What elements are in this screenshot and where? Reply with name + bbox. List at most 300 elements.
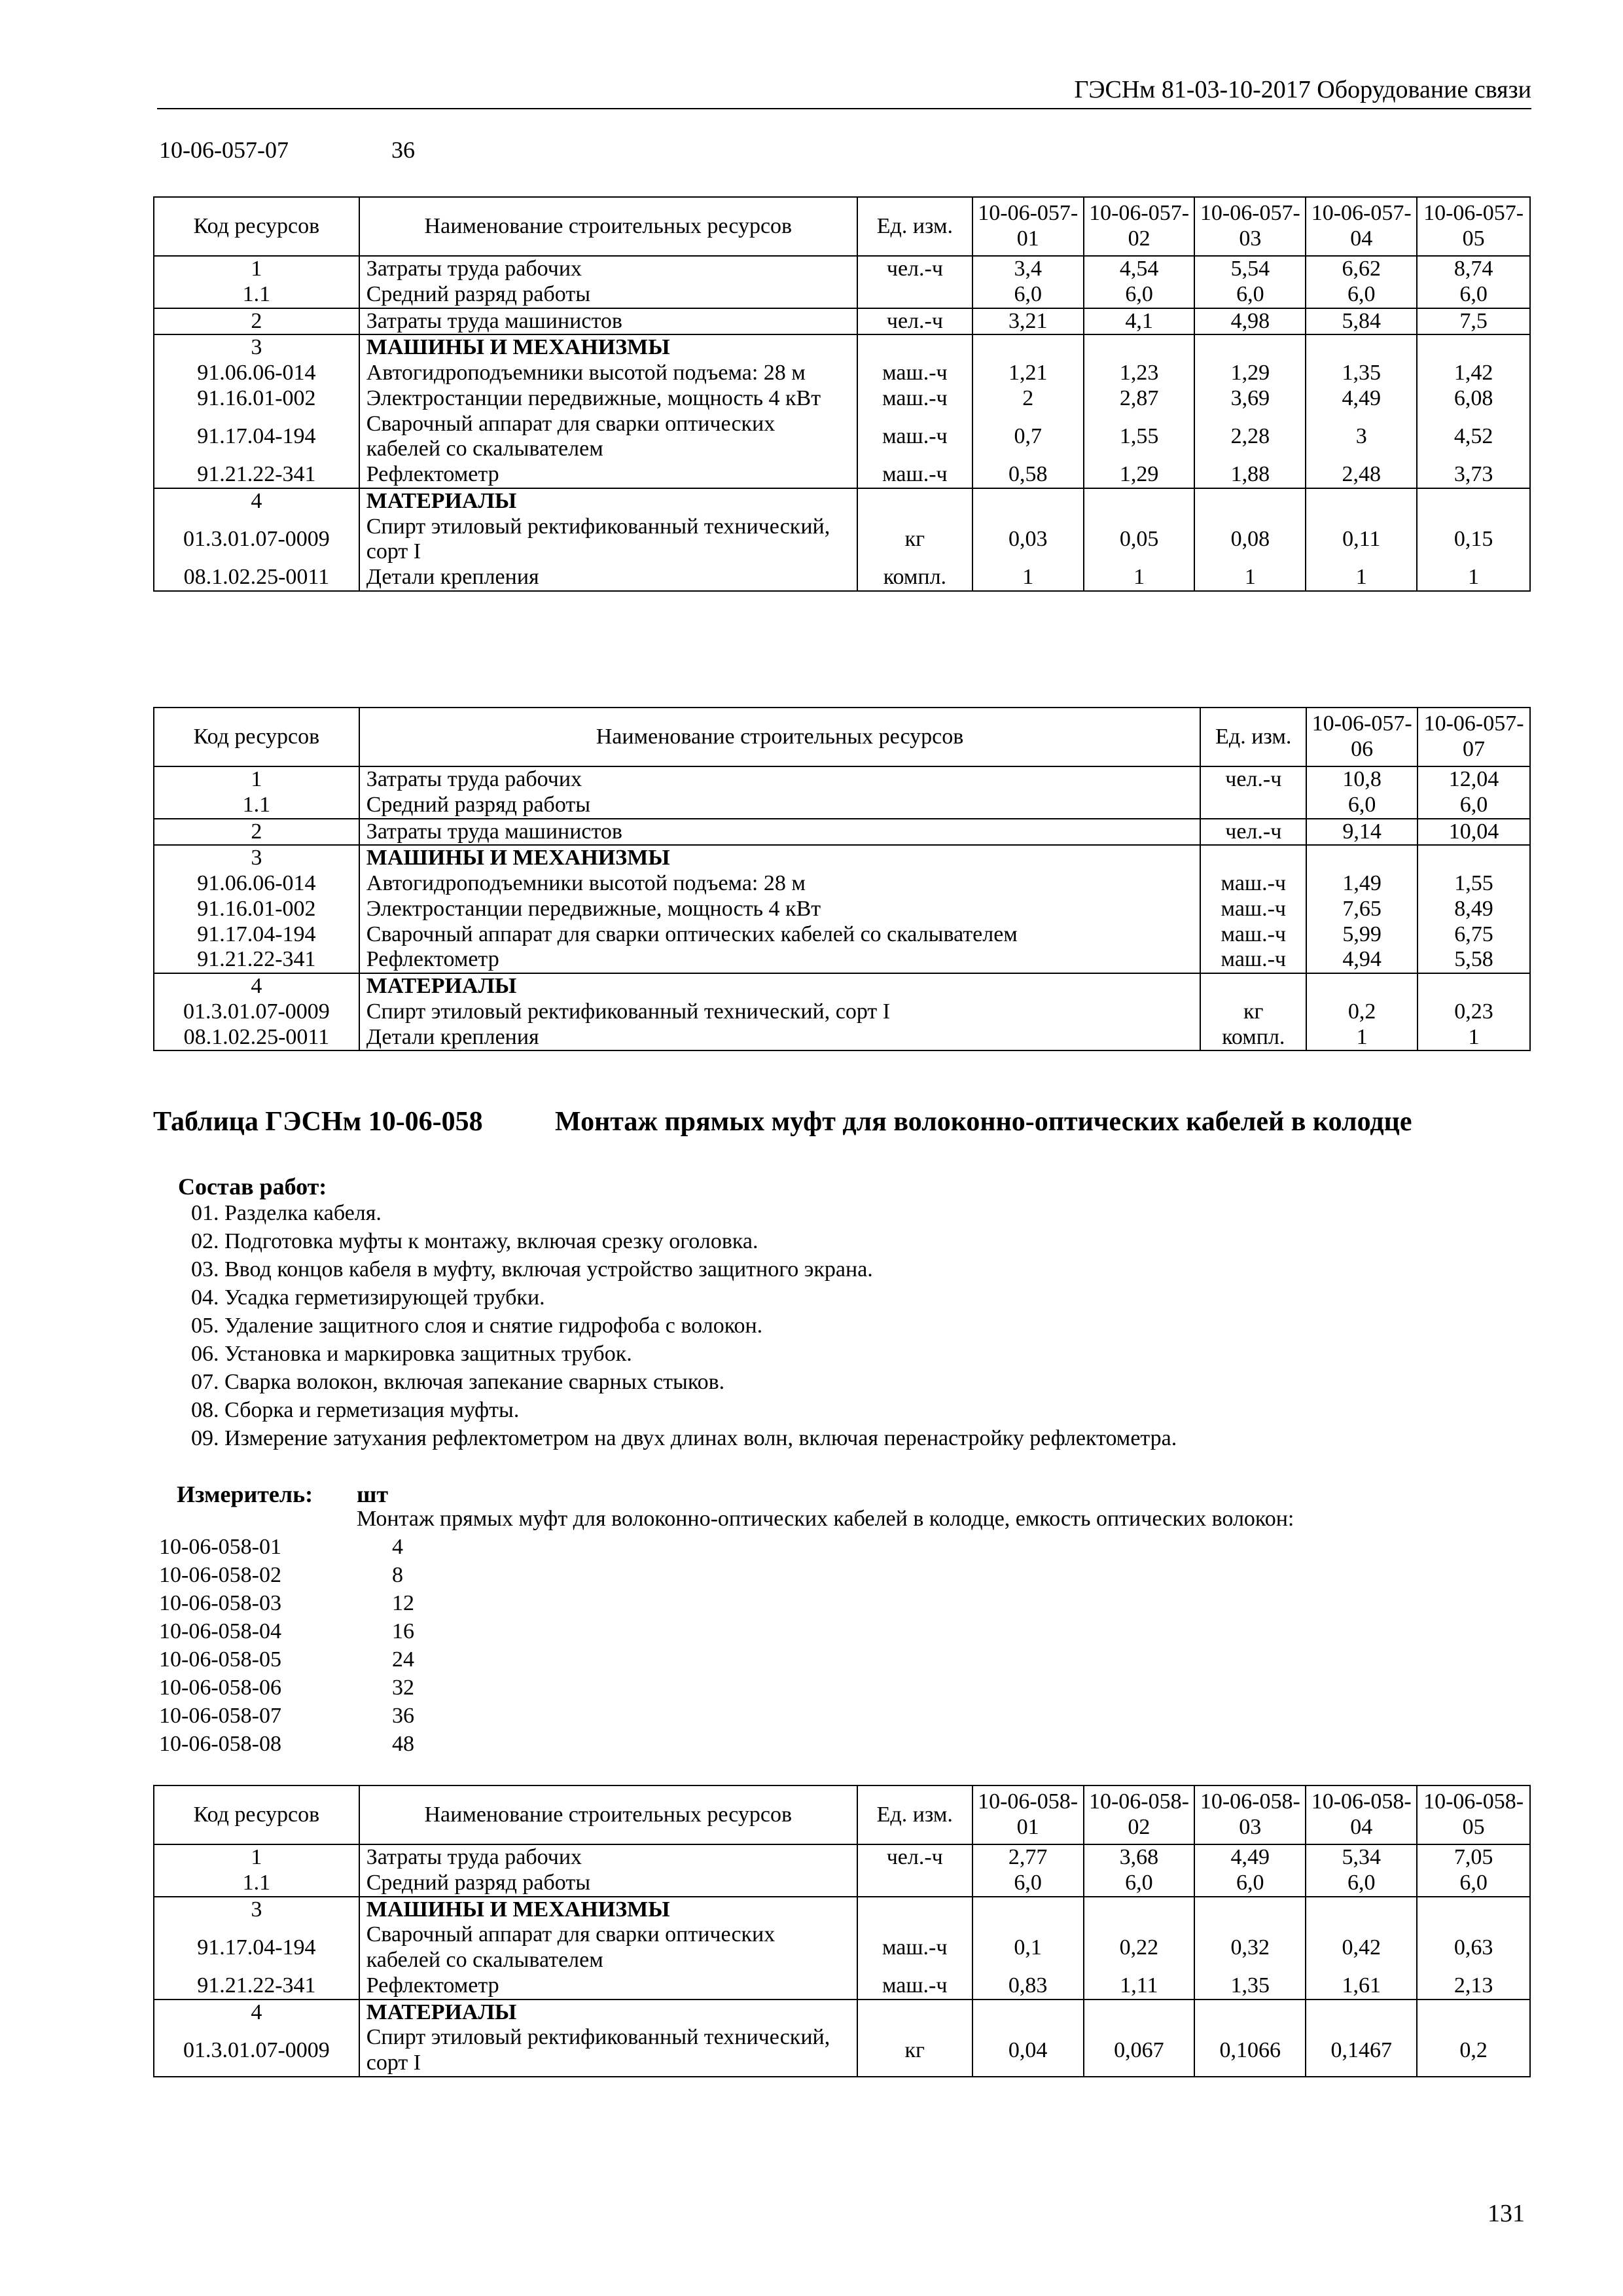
column-header: 10-06-057-01 xyxy=(972,197,1084,256)
measure-item xyxy=(159,1702,414,1730)
resource-unit xyxy=(1200,793,1306,819)
resource-value xyxy=(1084,1897,1195,1923)
resource-code: 91.17.04-194 xyxy=(154,412,359,463)
resource-value: 1 xyxy=(1417,565,1530,591)
column-header: Наименование строительных ресурсов xyxy=(359,1785,857,1844)
resource-value: 3,69 xyxy=(1194,386,1306,412)
column-header: Ед. изм. xyxy=(857,1785,972,1844)
resource-value xyxy=(1306,334,1417,361)
resource-value xyxy=(1084,488,1195,514)
resource-value xyxy=(1306,1897,1417,1923)
column-header: Наименование строительных ресурсов xyxy=(359,708,1201,766)
resource-value: 1 xyxy=(1306,1025,1418,1051)
resource-value: 6,62 xyxy=(1306,256,1417,282)
resource-table-057-b xyxy=(153,707,1531,1051)
resource-code: 3 xyxy=(154,845,359,871)
resource-value: 6,0 xyxy=(1306,282,1417,308)
resource-value: 7,65 xyxy=(1306,897,1418,922)
resource-unit: чел.-ч xyxy=(857,256,972,282)
measure-item xyxy=(159,1533,414,1561)
resource-code: 1 xyxy=(154,766,359,793)
continuation-line xyxy=(159,136,415,164)
measure-code: 10-06-058-05 xyxy=(159,1647,281,1672)
column-header: 10-06-057-05 xyxy=(1417,197,1530,256)
resource-value xyxy=(1194,488,1306,514)
resource-value: 0,03 xyxy=(972,514,1084,565)
continuation-value: 36 xyxy=(391,137,415,163)
resource-code: 01.3.01.07-0009 xyxy=(154,514,359,565)
resource-value: 0,58 xyxy=(972,462,1084,488)
resource-name: Средний разряд работы xyxy=(359,793,1201,819)
column-header: 10-06-058-04 xyxy=(1306,1785,1417,1844)
resource-value xyxy=(1306,488,1417,514)
resource-value: 0,7 xyxy=(972,412,1084,463)
resource-unit: чел.-ч xyxy=(857,1844,972,1871)
resource-name: Электростанции передвижные, мощность 4 кВт xyxy=(359,897,1201,922)
resource-value: 1,49 xyxy=(1306,871,1418,897)
resource-value: 4,98 xyxy=(1194,308,1306,335)
table-row xyxy=(154,1025,1530,1051)
resource-code: 08.1.02.25-0011 xyxy=(154,565,359,591)
header-title: ГЭСНм 81-03-10-2017 Оборудование связи xyxy=(1074,76,1531,103)
column-header: 10-06-058-02 xyxy=(1084,1785,1195,1844)
resource-code: 3 xyxy=(154,334,359,361)
resource-value: 8,49 xyxy=(1418,897,1530,922)
resource-value: 10,04 xyxy=(1418,819,1530,846)
resource-value: 0,23 xyxy=(1418,999,1530,1025)
column-header: 10-06-057-03 xyxy=(1194,197,1306,256)
resource-table-057-a xyxy=(153,196,1531,592)
measure-value: 24 xyxy=(392,1647,414,1672)
resource-code: 01.3.01.07-0009 xyxy=(154,2025,359,2077)
resource-value: 1,29 xyxy=(1084,462,1195,488)
table-row xyxy=(154,871,1530,897)
column-header: Код ресурсов xyxy=(154,708,359,766)
resource-code: 1.1 xyxy=(154,793,359,819)
resource-table-058 xyxy=(153,1785,1531,2077)
resource-value: 1,23 xyxy=(1084,361,1195,386)
operation-item: 09. Измерение затухания рефлектометром на двух длинах волн, включая перенастройку рефлектометра. xyxy=(191,1426,1177,1450)
resource-name: Средний разряд работы xyxy=(359,1871,857,1897)
resource-value: 6,75 xyxy=(1418,922,1530,948)
resource-value xyxy=(1306,2000,1417,2026)
resource-unit xyxy=(857,2000,972,2026)
resource-name: Электростанции передвижные, мощность 4 кВт xyxy=(359,386,857,412)
resource-unit: маш.-ч xyxy=(857,386,972,412)
resource-name: Затраты труда рабочих xyxy=(359,1844,857,1871)
measure-item xyxy=(159,1617,414,1645)
resource-name: Автогидроподъемники высотой подъема: 28 м xyxy=(359,871,1201,897)
measure-code: 10-06-058-06 xyxy=(159,1676,281,1700)
resource-value: 1,21 xyxy=(972,361,1084,386)
measure-code: 10-06-058-07 xyxy=(159,1704,281,1728)
resource-value: 0,05 xyxy=(1084,514,1195,565)
table-row xyxy=(154,282,1530,308)
measure-item xyxy=(159,1561,414,1589)
measure-code: 10-06-058-04 xyxy=(159,1619,281,1643)
resource-value: 4,54 xyxy=(1084,256,1195,282)
resource-value xyxy=(1306,973,1418,999)
resource-name: Спирт этиловый ректификованный технический, сорт I xyxy=(359,2025,857,2077)
page-number: 131 xyxy=(1488,2200,1525,2227)
resource-name: Спирт этиловый ректификованный технический, сорт I xyxy=(359,514,857,565)
resource-code: 91.06.06-014 xyxy=(154,361,359,386)
resource-name: Затраты труда рабочих xyxy=(359,256,857,282)
table-row xyxy=(154,1871,1530,1897)
resource-name: МАШИНЫ И МЕХАНИЗМЫ xyxy=(359,1897,857,1923)
measure-unit: шт xyxy=(357,1481,389,1507)
resource-unit xyxy=(1200,845,1306,871)
measure-item xyxy=(159,1645,414,1674)
resource-value: 5,34 xyxy=(1306,1844,1417,1871)
resource-unit: маш.-ч xyxy=(857,462,972,488)
resource-name: Сварочный аппарат для сварки оптических кабелей со скалывателем xyxy=(359,922,1201,948)
work-composition-title: Состав работ: xyxy=(178,1174,327,1200)
table-row xyxy=(154,845,1530,871)
table-row xyxy=(154,256,1530,282)
measure-value: 32 xyxy=(392,1676,414,1700)
resource-name: Детали крепления xyxy=(359,565,857,591)
measure-value: 36 xyxy=(392,1704,414,1728)
resource-value: 6,0 xyxy=(1418,793,1530,819)
table-row xyxy=(154,514,1530,565)
resource-name: Детали крепления xyxy=(359,1025,1201,1051)
table-row xyxy=(154,1897,1530,1923)
resource-value xyxy=(1417,2000,1530,2026)
resource-code: 1 xyxy=(154,1844,359,1871)
resource-value: 0,32 xyxy=(1194,1922,1306,1973)
resource-value: 2,87 xyxy=(1084,386,1195,412)
measure-code: 10-06-058-03 xyxy=(159,1591,281,1615)
resource-value xyxy=(972,334,1084,361)
resource-value xyxy=(972,2000,1084,2026)
resource-unit xyxy=(857,1871,972,1897)
table-row xyxy=(154,2000,1530,2026)
operation-item: 03. Ввод концов кабеля в муфту, включая устройство защитного экрана. xyxy=(191,1257,873,1282)
table-row xyxy=(154,334,1530,361)
table-row xyxy=(154,973,1530,999)
resource-value: 0,1 xyxy=(972,1922,1084,1973)
resource-value xyxy=(1417,1897,1530,1923)
resource-value: 3,4 xyxy=(972,256,1084,282)
resource-value: 5,99 xyxy=(1306,922,1418,948)
resource-value: 6,0 xyxy=(1417,282,1530,308)
measure-item xyxy=(159,1730,414,1758)
resource-value: 3,73 xyxy=(1417,462,1530,488)
resource-code: 91.17.04-194 xyxy=(154,1922,359,1973)
resource-name: Затраты труда машинистов xyxy=(359,819,1201,846)
resource-value: 6,0 xyxy=(972,1871,1084,1897)
resource-unit: компл. xyxy=(857,565,972,591)
resource-value: 0,63 xyxy=(1417,1922,1530,1973)
column-header: Ед. изм. xyxy=(1200,708,1306,766)
column-header: 10-06-057-04 xyxy=(1306,197,1417,256)
resource-value: 1 xyxy=(1418,1025,1530,1051)
resource-name: Рефлектометр xyxy=(359,462,857,488)
resource-value: 6,0 xyxy=(1306,1871,1417,1897)
resource-value: 4,1 xyxy=(1084,308,1195,335)
resource-name: Сварочный аппарат для сварки оптических кабелей со скалывателем xyxy=(359,1922,857,1973)
resource-value: 0,15 xyxy=(1417,514,1530,565)
table-row xyxy=(154,999,1530,1025)
measure-description: Монтаж прямых муфт для волоконно-оптических кабелей в колодце, емкость оптических волокон: xyxy=(357,1507,1294,1531)
resource-value: 0,2 xyxy=(1417,2025,1530,2077)
table-row xyxy=(154,462,1530,488)
resource-unit: чел.-ч xyxy=(857,308,972,335)
resource-value: 0,22 xyxy=(1084,1922,1195,1973)
column-header: 10-06-057-07 xyxy=(1418,708,1530,766)
column-header: 10-06-058-05 xyxy=(1417,1785,1530,1844)
measure-item xyxy=(159,1674,414,1702)
resource-code: 4 xyxy=(154,973,359,999)
table-header-row xyxy=(154,1785,1530,1844)
resource-value xyxy=(972,488,1084,514)
resource-value: 1,61 xyxy=(1306,1973,1417,2000)
resource-code: 91.21.22-341 xyxy=(154,947,359,973)
table-row xyxy=(154,412,1530,463)
resource-unit xyxy=(857,334,972,361)
resource-unit: маш.-ч xyxy=(1200,897,1306,922)
resource-value: 5,54 xyxy=(1194,256,1306,282)
measure-code: 10-06-058-08 xyxy=(159,1732,281,1756)
table-header-row xyxy=(154,708,1530,766)
resource-value: 3,68 xyxy=(1084,1844,1195,1871)
resource-code: 3 xyxy=(154,1897,359,1923)
resource-value: 6,0 xyxy=(1194,1871,1306,1897)
resource-value: 1,35 xyxy=(1306,361,1417,386)
resource-name: Сварочный аппарат для сварки оптических кабелей со скалывателем xyxy=(359,412,857,463)
resource-unit xyxy=(1200,973,1306,999)
resource-name: МАТЕРИАЛЫ xyxy=(359,973,1201,999)
resource-unit: чел.-ч xyxy=(1200,819,1306,846)
operation-item: 04. Усадка герметизирующей трубки. xyxy=(191,1285,545,1310)
resource-value: 0,83 xyxy=(972,1973,1084,2000)
resource-code: 91.21.22-341 xyxy=(154,462,359,488)
resource-value: 0,11 xyxy=(1306,514,1417,565)
table-row xyxy=(154,361,1530,386)
operation-item: 07. Сварка волокон, включая запекание сварных стыков. xyxy=(191,1370,725,1394)
resource-code: 2 xyxy=(154,819,359,846)
resource-name: МАТЕРИАЛЫ xyxy=(359,488,857,514)
resource-name: Спирт этиловый ректификованный технический, сорт I xyxy=(359,999,1201,1025)
resource-code: 91.21.22-341 xyxy=(154,1973,359,2000)
resource-value xyxy=(1194,1897,1306,1923)
resource-value xyxy=(1084,2000,1195,2026)
column-header: Наименование строительных ресурсов xyxy=(359,197,857,256)
resource-value xyxy=(972,1897,1084,1923)
resource-value: 1 xyxy=(972,565,1084,591)
resource-value: 0,1467 xyxy=(1306,2025,1417,2077)
measure-value: 8 xyxy=(392,1563,403,1587)
table-row xyxy=(154,897,1530,922)
resource-value: 10,8 xyxy=(1306,766,1418,793)
resource-value: 2,48 xyxy=(1306,462,1417,488)
measure-label: Измеритель: xyxy=(177,1481,313,1507)
resource-name: Средний разряд работы xyxy=(359,282,857,308)
resource-value: 5,58 xyxy=(1418,947,1530,973)
resource-value: 2 xyxy=(972,386,1084,412)
resource-value: 12,04 xyxy=(1418,766,1530,793)
resource-value: 1,11 xyxy=(1084,1973,1195,2000)
resource-value: 5,84 xyxy=(1306,308,1417,335)
measure-code: 10-06-058-01 xyxy=(159,1535,281,1559)
resource-value: 1 xyxy=(1306,565,1417,591)
resource-value: 4,94 xyxy=(1306,947,1418,973)
resource-unit: кг xyxy=(857,514,972,565)
measure-value: 48 xyxy=(392,1732,414,1756)
resource-code: 1 xyxy=(154,256,359,282)
section-title xyxy=(153,1106,1412,1138)
table-row xyxy=(154,565,1530,591)
resource-value: 0,42 xyxy=(1306,1922,1417,1973)
resource-value xyxy=(1418,973,1530,999)
resource-unit: кг xyxy=(857,2025,972,2077)
resource-value: 6,0 xyxy=(972,282,1084,308)
resource-name: Рефлектометр xyxy=(359,1973,857,2000)
resource-name: МАШИНЫ И МЕХАНИЗМЫ xyxy=(359,845,1201,871)
resource-unit xyxy=(857,1897,972,1923)
column-header: 10-06-058-01 xyxy=(972,1785,1084,1844)
column-header: Код ресурсов xyxy=(154,197,359,256)
resource-value: 3,21 xyxy=(972,308,1084,335)
measure-value: 16 xyxy=(392,1619,414,1643)
resource-value: 1,55 xyxy=(1084,412,1195,463)
resource-value: 2,77 xyxy=(972,1844,1084,1871)
table-row xyxy=(154,386,1530,412)
resource-value: 2,28 xyxy=(1194,412,1306,463)
operation-item: 06. Установка и маркировка защитных трубок. xyxy=(191,1342,632,1366)
resource-code: 91.16.01-002 xyxy=(154,386,359,412)
resource-unit xyxy=(857,488,972,514)
resource-unit: маш.-ч xyxy=(857,361,972,386)
resource-code: 91.06.06-014 xyxy=(154,871,359,897)
resource-value xyxy=(1306,845,1418,871)
resource-name: Затраты труда рабочих xyxy=(359,766,1201,793)
resource-value: 6,0 xyxy=(1084,1871,1195,1897)
table-row xyxy=(154,922,1530,948)
resource-unit: чел.-ч xyxy=(1200,766,1306,793)
resource-code: 01.3.01.07-0009 xyxy=(154,999,359,1025)
resource-value: 1 xyxy=(1084,565,1195,591)
table-row xyxy=(154,793,1530,819)
resource-code: 1.1 xyxy=(154,282,359,308)
table-row xyxy=(154,766,1530,793)
table-row xyxy=(154,308,1530,335)
resource-unit: маш.-ч xyxy=(857,1973,972,2000)
resource-name: МАШИНЫ И МЕХАНИЗМЫ xyxy=(359,334,857,361)
resource-value: 1,35 xyxy=(1194,1973,1306,2000)
table-row xyxy=(154,819,1530,846)
resource-unit xyxy=(857,282,972,308)
resource-value: 1,29 xyxy=(1194,361,1306,386)
resource-value: 6,08 xyxy=(1417,386,1530,412)
resource-code: 08.1.02.25-0011 xyxy=(154,1025,359,1051)
resource-value: 7,05 xyxy=(1417,1844,1530,1871)
resource-unit: маш.-ч xyxy=(1200,922,1306,948)
resource-value: 4,49 xyxy=(1306,386,1417,412)
table-row xyxy=(154,1922,1530,1973)
resource-unit: маш.-ч xyxy=(1200,947,1306,973)
resource-unit: маш.-ч xyxy=(857,1922,972,1973)
table-title: Монтаж прямых муфт для волоконно-оптических кабелей в колодце xyxy=(555,1107,1412,1137)
resource-value xyxy=(1084,334,1195,361)
table-header-row xyxy=(154,197,1530,256)
resource-code: 91.16.01-002 xyxy=(154,897,359,922)
column-header: 10-06-058-03 xyxy=(1194,1785,1306,1844)
resource-code: 2 xyxy=(154,308,359,335)
resource-unit: компл. xyxy=(1200,1025,1306,1051)
resource-value xyxy=(1194,334,1306,361)
resource-name: Автогидроподъемники высотой подъема: 28 м xyxy=(359,361,857,386)
resource-value: 1,88 xyxy=(1194,462,1306,488)
resource-value xyxy=(1417,488,1530,514)
resource-code: 1.1 xyxy=(154,1871,359,1897)
resource-value: 4,52 xyxy=(1417,412,1530,463)
resource-value: 6,0 xyxy=(1084,282,1195,308)
resource-value: 0,08 xyxy=(1194,514,1306,565)
operation-item: 02. Подготовка муфты к монтажу, включая срезку оголовка. xyxy=(191,1229,758,1253)
table-row xyxy=(154,2025,1530,2077)
operation-item: 05. Удаление защитного слоя и снятие гидрофоба с волокон. xyxy=(191,1314,763,1338)
operation-item: 01. Разделка кабеля. xyxy=(191,1201,382,1225)
measure-items-list xyxy=(159,1533,414,1758)
resource-name: Рефлектометр xyxy=(359,947,1201,973)
measure-value: 12 xyxy=(392,1591,414,1615)
resource-code: 4 xyxy=(154,488,359,514)
resource-value: 6,0 xyxy=(1306,793,1418,819)
resource-value: 0,2 xyxy=(1306,999,1418,1025)
resource-value: 6,0 xyxy=(1417,1871,1530,1897)
resource-value xyxy=(1418,845,1530,871)
resource-code: 4 xyxy=(154,2000,359,2026)
resource-value: 3 xyxy=(1306,412,1417,463)
measure-code: 10-06-058-02 xyxy=(159,1563,281,1587)
table-row xyxy=(154,1973,1530,2000)
running-header xyxy=(157,69,1531,109)
resource-value: 0,1066 xyxy=(1194,2025,1306,2077)
resource-name: Затраты труда машинистов xyxy=(359,308,857,335)
resource-value xyxy=(1194,2000,1306,2026)
resource-code: 91.17.04-194 xyxy=(154,922,359,948)
resource-unit: кг xyxy=(1200,999,1306,1025)
resource-value: 0,04 xyxy=(972,2025,1084,2077)
resource-unit: маш.-ч xyxy=(857,412,972,463)
resource-unit: маш.-ч xyxy=(1200,871,1306,897)
column-header: 10-06-057-06 xyxy=(1306,708,1418,766)
operations-list xyxy=(191,1199,1177,1452)
column-header: Ед. изм. xyxy=(857,197,972,256)
resource-value: 0,067 xyxy=(1084,2025,1195,2077)
resource-value: 9,14 xyxy=(1306,819,1418,846)
table-row xyxy=(154,488,1530,514)
resource-value: 8,74 xyxy=(1417,256,1530,282)
operation-item: 08. Сборка и герметизация муфты. xyxy=(191,1398,520,1422)
resource-value: 1 xyxy=(1194,565,1306,591)
resource-name: МАТЕРИАЛЫ xyxy=(359,2000,857,2026)
resource-value: 1,42 xyxy=(1417,361,1530,386)
table-label: Таблица ГЭСНм 10-06-058 xyxy=(153,1107,483,1137)
resource-value: 1,55 xyxy=(1418,871,1530,897)
resource-value: 4,49 xyxy=(1194,1844,1306,1871)
column-header: 10-06-057-02 xyxy=(1084,197,1195,256)
measure-value: 4 xyxy=(392,1535,403,1559)
measure-item xyxy=(159,1589,414,1617)
resource-value: 2,13 xyxy=(1417,1973,1530,2000)
continuation-code: 10-06-057-07 xyxy=(159,137,289,163)
table-row xyxy=(154,947,1530,973)
resource-value: 7,5 xyxy=(1417,308,1530,335)
column-header: Код ресурсов xyxy=(154,1785,359,1844)
